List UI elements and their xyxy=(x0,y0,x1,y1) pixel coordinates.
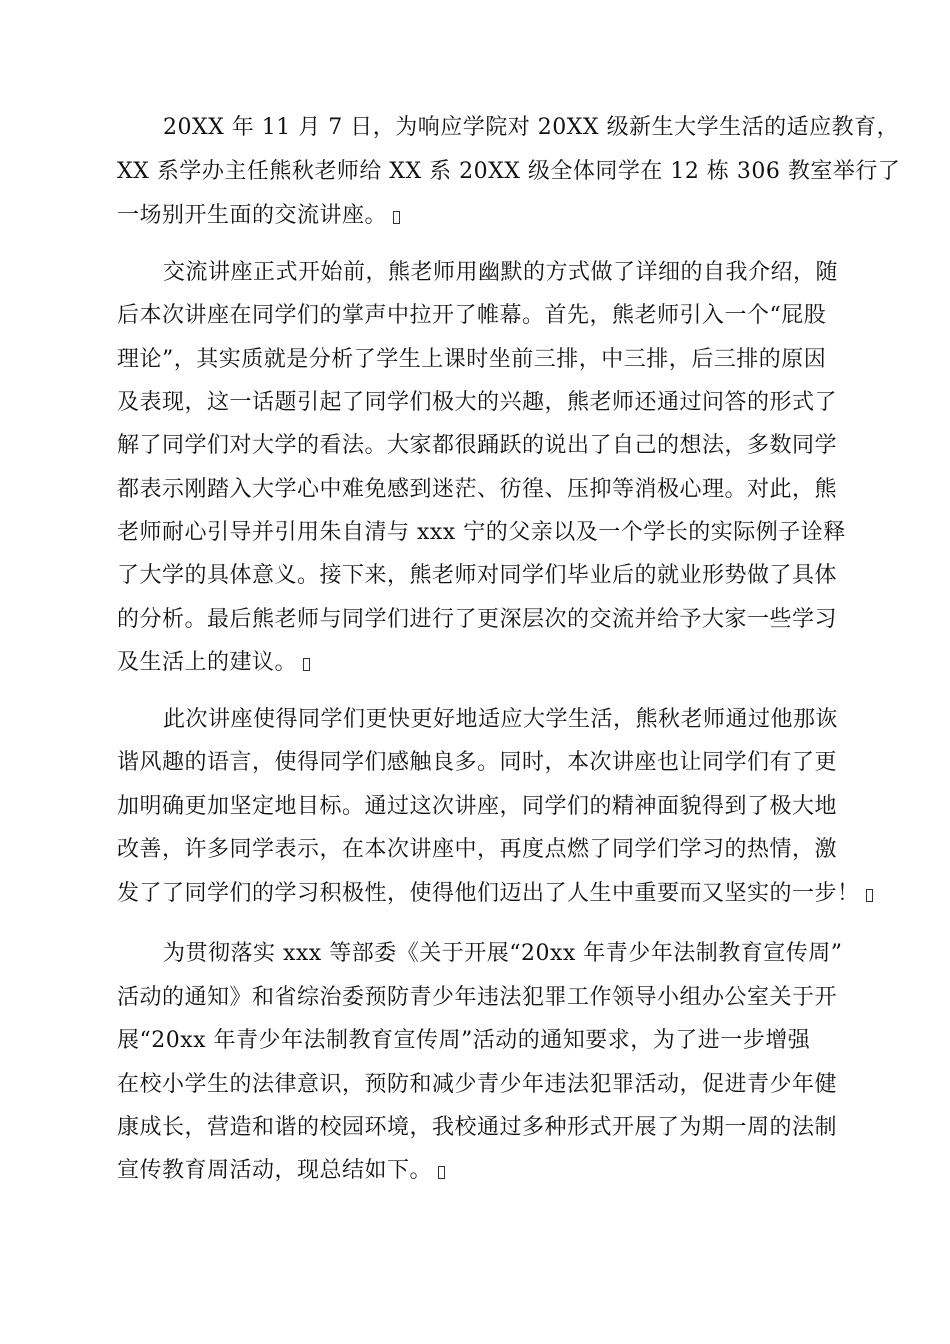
paragraph-line: 后本次讲座在同学们的掌声中拉开了帷幕。首先，熊老师引入一个“屁股 xyxy=(117,303,827,328)
paragraph-line: XX 系学办主任熊秋老师给 XX 系 20XX 级全体同学在 12 栋 306 教室举行了 xyxy=(117,159,901,184)
paragraph-line: 活动的通知》和省综治委预防青少年违法犯罪工作领导小组办公室关于开 xyxy=(117,985,838,1010)
paragraph-line xyxy=(117,879,873,909)
paragraph-line xyxy=(117,201,400,231)
paragraph-mark-icon xyxy=(303,658,310,671)
paragraph-line: 都表示刚踏入大学心中难免感到迷茫、彷徨、压抑等消极心理。对此，熊 xyxy=(117,477,838,502)
paragraph-line: 加明确更加坚定地目标。通过这次讲座，同学们的精神面貌得到了极大地 xyxy=(117,794,838,819)
paragraph-line: 交流讲座正式开始前，熊老师用幽默的方式做了详细的自我介绍，随 xyxy=(163,260,839,285)
paragraph-line: 为贯彻落实 xxx 等部委《关于开展“20xx 年青少年法制教育宣传周” xyxy=(163,941,843,966)
paragraph-mark-icon xyxy=(438,1166,445,1179)
paragraph-line: 在校小学生的法律意识，预防和减少青少年违法犯罪活动，促进青少年健 xyxy=(117,1072,838,1097)
paragraph-line: 谐风趣的语言，使得同学们感触良多。同时，本次讲座也让同学们有了更 xyxy=(117,750,838,775)
paragraph-line: 改善，许多同学表示，在本次讲座中，再度点燃了同学们学习的热情，激 xyxy=(117,837,838,862)
paragraph-line-text: 发了了同学们的学习积极性，使得他们迈出了人生中重要而又坚实的一步！ xyxy=(117,881,860,906)
paragraph-line xyxy=(117,1156,445,1186)
paragraph-line: 此次讲座使得同学们更快更好地适应大学生活，熊秋老师通过他那诙 xyxy=(163,707,839,732)
paragraph-line-text: 一场别开生面的交流讲座。 xyxy=(117,203,388,228)
paragraph-line: 及表现，这一话题引起了同学们极大的兴趣，熊老师还通过问答的形式了 xyxy=(117,390,838,415)
paragraph-line-text: 宣传教育周活动，现总结如下。 xyxy=(117,1158,433,1183)
paragraph-line-text: 及生活上的建议。 xyxy=(117,650,298,675)
paragraph-line: 的分析。最后熊老师与同学们进行了更深层次的交流并给予大家一些学习 xyxy=(117,607,838,632)
paragraph-line: 解了同学们对大学的看法。大家都很踊跃的说出了自己的想法，多数同学 xyxy=(117,433,838,458)
paragraph-mark-icon xyxy=(393,211,400,224)
paragraph-mark-icon xyxy=(866,889,873,902)
paragraph-line: 老师耐心引导并引用朱自清与 xxx 宁的父亲以及一个学长的实际例子诠释 xyxy=(117,520,846,545)
paragraph-line: 了大学的具体意义。接下来，熊老师对同学们毕业后的就业形势做了具体 xyxy=(117,563,838,588)
paragraph-line: 康成长，营造和谐的校园环境，我校通过多种形式开展了为期一周的法制 xyxy=(117,1115,838,1140)
paragraph-line: 20XX 年 11 月 7 日，为响应学院对 20XX 级新生大学生活的适应教育， xyxy=(163,115,900,140)
paragraph-line: 理论”，其实质就是分析了学生上课时坐前三排，中三排，后三排的原因 xyxy=(117,347,827,372)
paragraph-line: 展“20xx 年青少年法制教育宣传周”活动的通知要求，为了进一步增强 xyxy=(117,1028,811,1053)
paragraph-line xyxy=(117,648,310,678)
